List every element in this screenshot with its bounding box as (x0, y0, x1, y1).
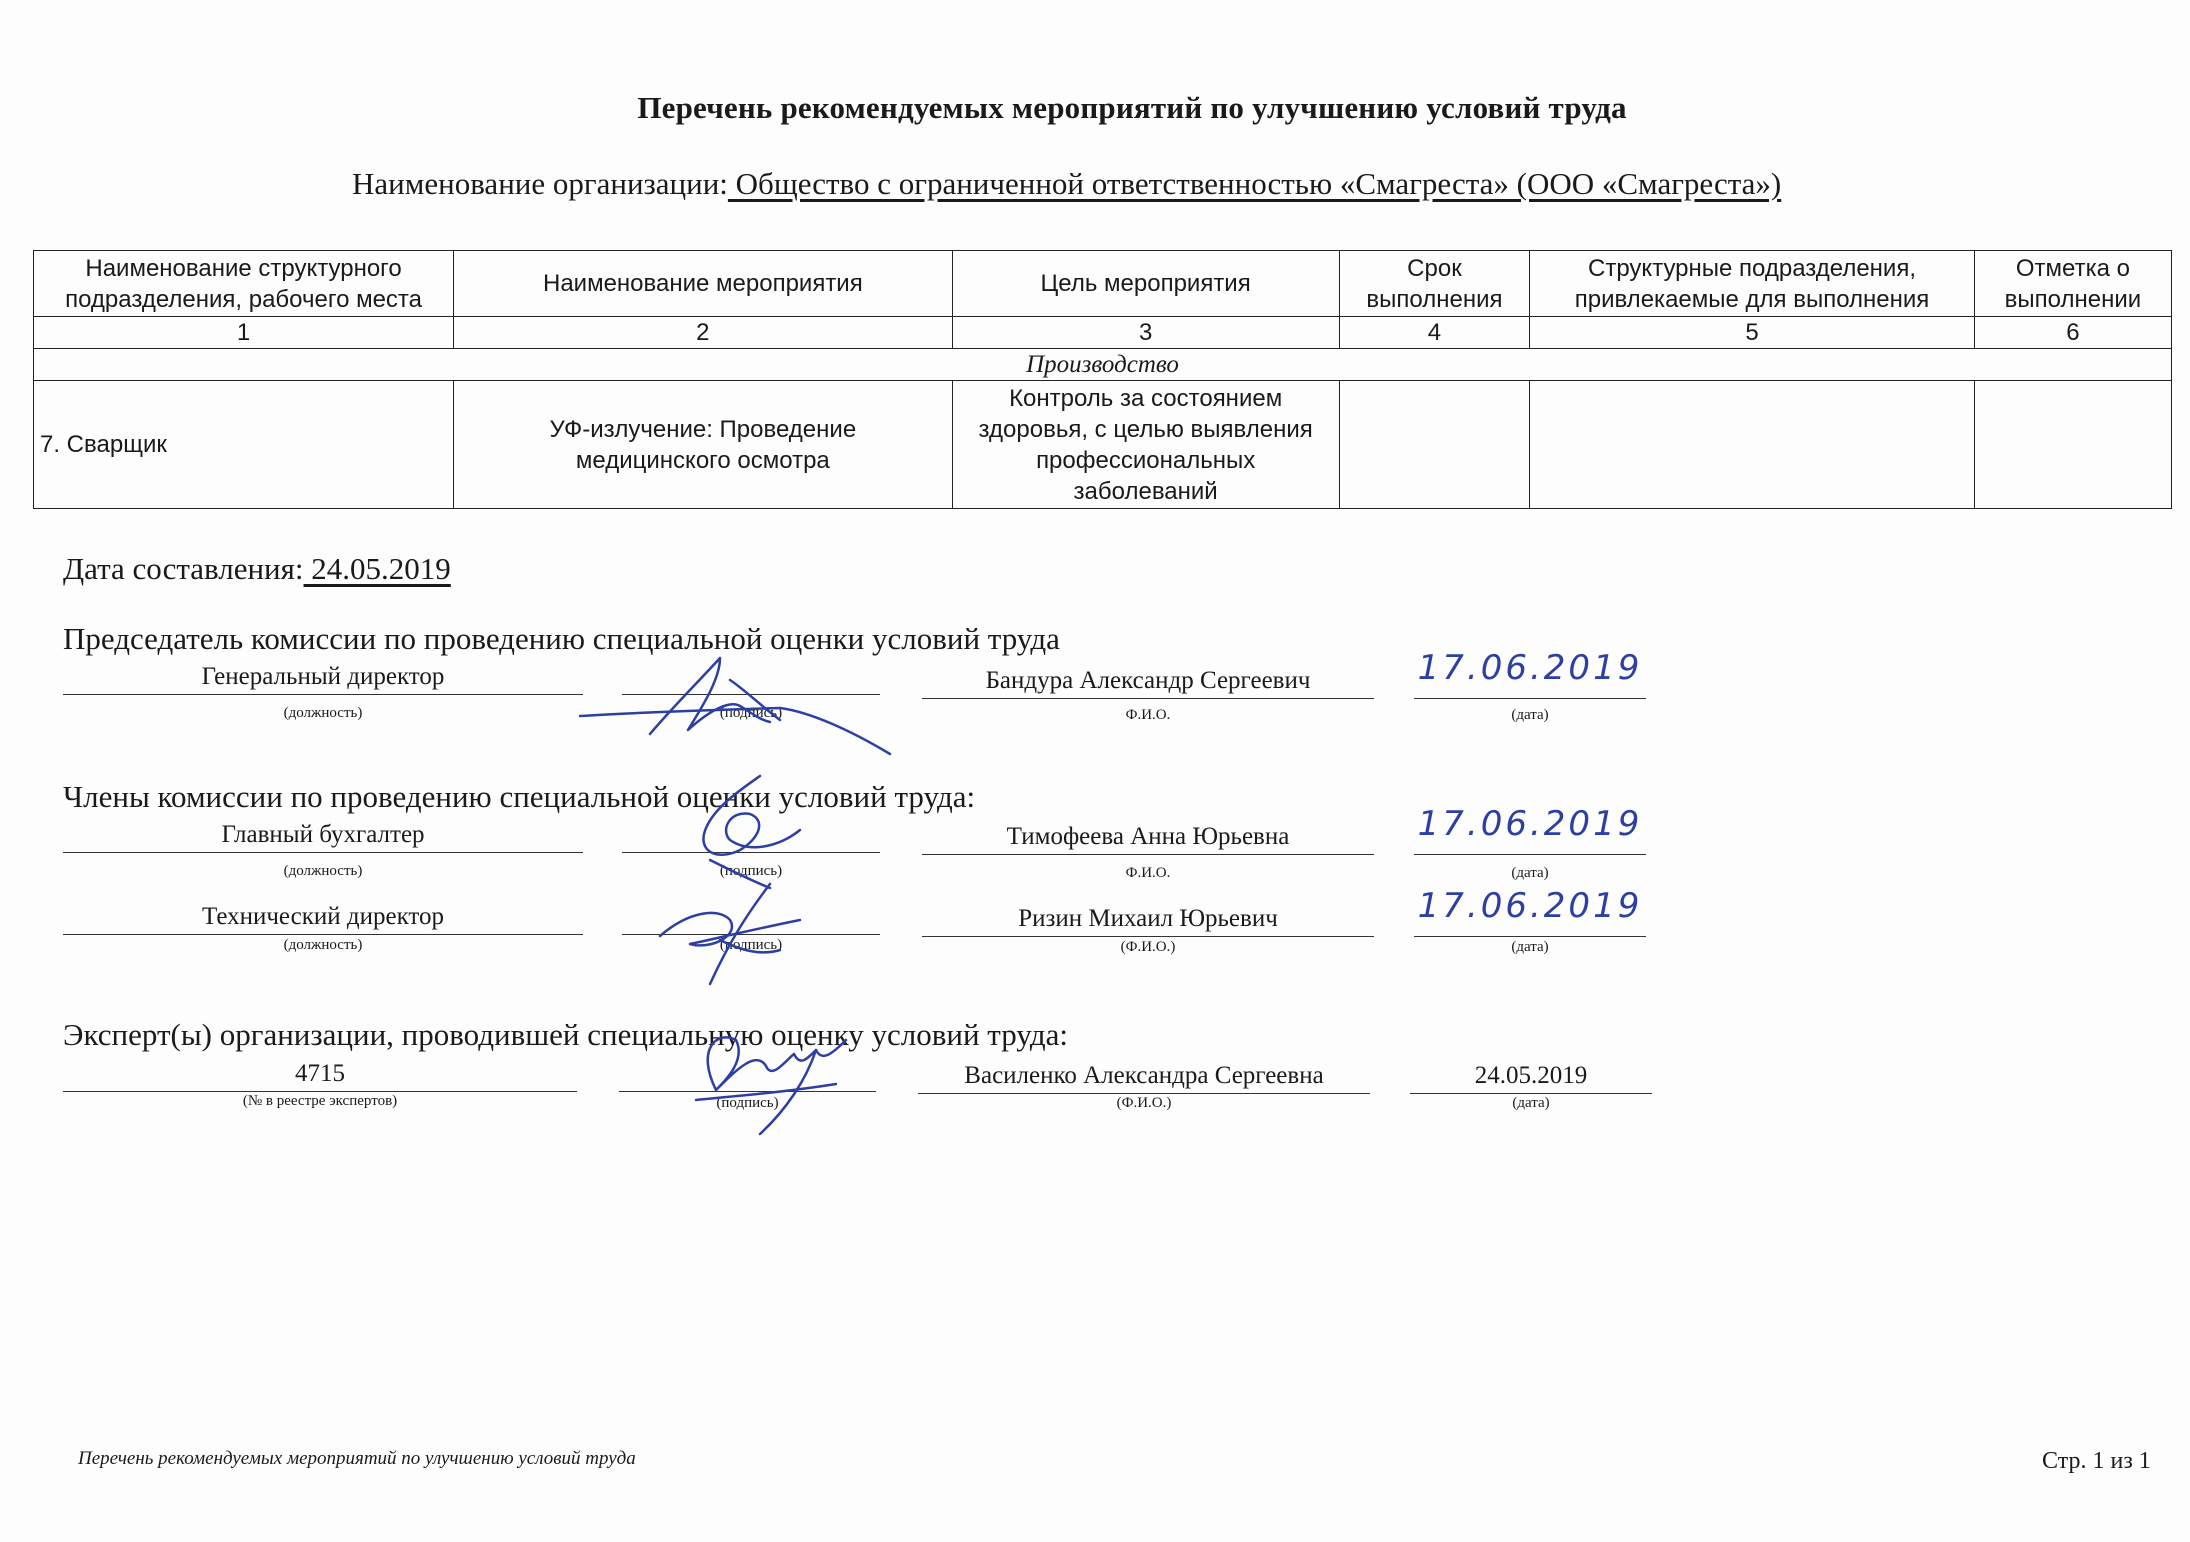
chairman-name: Бандура Александр Сергеевич (922, 664, 1374, 699)
page-number: Стр. 1 из 1 (2042, 1448, 2151, 1474)
column-number: 6 (1974, 317, 2171, 349)
fio-caption: (Ф.И.О.) (1116, 1095, 1172, 1111)
signature-caption: (подпись) (719, 937, 783, 953)
registry-caption: (№ в реестре экспертов) (242, 1093, 398, 1109)
signature-caption: (подпись) (719, 705, 783, 721)
expert-heading: Эксперт(ы) организации, проводившей специальную оценку условий труда: (63, 1017, 1068, 1052)
chairman-position: Генеральный директор (63, 660, 583, 695)
chairman-heading: Председатель комиссии по проведению специальной оценки условий труда (63, 621, 1060, 656)
cell-deadline (1339, 381, 1530, 509)
column-number: 5 (1530, 317, 1975, 349)
date-caption: (дата) (1511, 707, 1549, 723)
chairman-signature (570, 650, 900, 760)
column-number: 4 (1339, 317, 1530, 349)
members-heading: Члены комиссии по проведению специальной оценки условий труда: (63, 779, 976, 814)
cell-departments (1530, 381, 1975, 509)
member-2-signature (650, 880, 820, 990)
header-deadline: Срок выполнения (1339, 251, 1530, 317)
header-workplace: Наименование структурного подразделения, рабочего места (34, 251, 454, 317)
cell-mark (1974, 381, 2171, 509)
signature-caption: (подпись) (719, 863, 783, 879)
header-departments: Структурные подразделения, привлекаемые для выполнения (1530, 251, 1975, 317)
date-line (63, 551, 451, 587)
column-number: 2 (454, 317, 952, 349)
member-2-handwritten-date: 17.06.2019 (1417, 886, 1643, 926)
date-value: 24.05.2019 (303, 551, 451, 586)
cell-goal: Контроль за состоянием здоровья, с целью выявления профессиональных заболеваний (952, 381, 1339, 509)
member-1-handwritten-date: 17.06.2019 (1417, 804, 1643, 844)
organization-name: Общество с ограниченной ответственностью «Смагреста» (ООО «Смагреста») (727, 166, 1782, 201)
table-row (34, 381, 2172, 509)
chairman-handwritten-date: 17.06.2019 (1417, 648, 1643, 688)
footer-title: Перечень рекомендуемых мероприятий по улучшению условий труда (78, 1448, 636, 1469)
date-caption: (дата) (1511, 939, 1549, 955)
position-caption: (должность) (283, 705, 363, 721)
header-measure: Наименование мероприятия (454, 251, 952, 317)
expert-signature (676, 1010, 856, 1140)
member-2-name: Ризин Михаил Юрьевич (922, 902, 1374, 937)
position-caption: (должность) (283, 863, 363, 879)
fio-caption: (Ф.И.О.) (1120, 939, 1176, 955)
fio-caption: Ф.И.О. (1125, 865, 1171, 881)
date-caption: (дата) (1511, 865, 1549, 881)
signature-caption: (подпись) (716, 1095, 779, 1111)
section-row (34, 349, 2172, 381)
fio-caption: Ф.И.О. (1125, 707, 1171, 723)
table-number-row (34, 317, 2172, 349)
column-number: 3 (952, 317, 1339, 349)
expert-date: 24.05.2019 (1410, 1059, 1652, 1094)
position-caption: (должность) (283, 937, 363, 953)
member-1-position: Главный бухгалтер (63, 818, 583, 853)
column-number: 1 (34, 317, 454, 349)
document-title: Перечень рекомендуемых мероприятий по улучшению условий труда (637, 90, 1627, 125)
expert-name: Василенко Александра Сергеевна (918, 1059, 1370, 1094)
member-2-position: Технический директор (63, 900, 583, 935)
section-title: Производство (34, 349, 2172, 381)
measures-table (33, 250, 2172, 509)
organization-label: Наименование организации: (352, 166, 728, 201)
date-label: Дата составления: (63, 551, 304, 586)
member-1-signature (670, 770, 820, 890)
member-1-name: Тимофеева Анна Юрьевна (922, 820, 1374, 855)
cell-workplace: 7. Сварщик (34, 381, 454, 509)
table-header-row (34, 251, 2172, 317)
header-mark: Отметка о выполнении (1974, 251, 2171, 317)
cell-measure: УФ-излучение: Проведение медицинского осмотра (454, 381, 952, 509)
header-goal: Цель мероприятия (952, 251, 1339, 317)
expert-registry-number: 4715 (63, 1057, 577, 1092)
date-caption: (дата) (1512, 1095, 1550, 1111)
table-viewport (0, 0, 2172, 520)
